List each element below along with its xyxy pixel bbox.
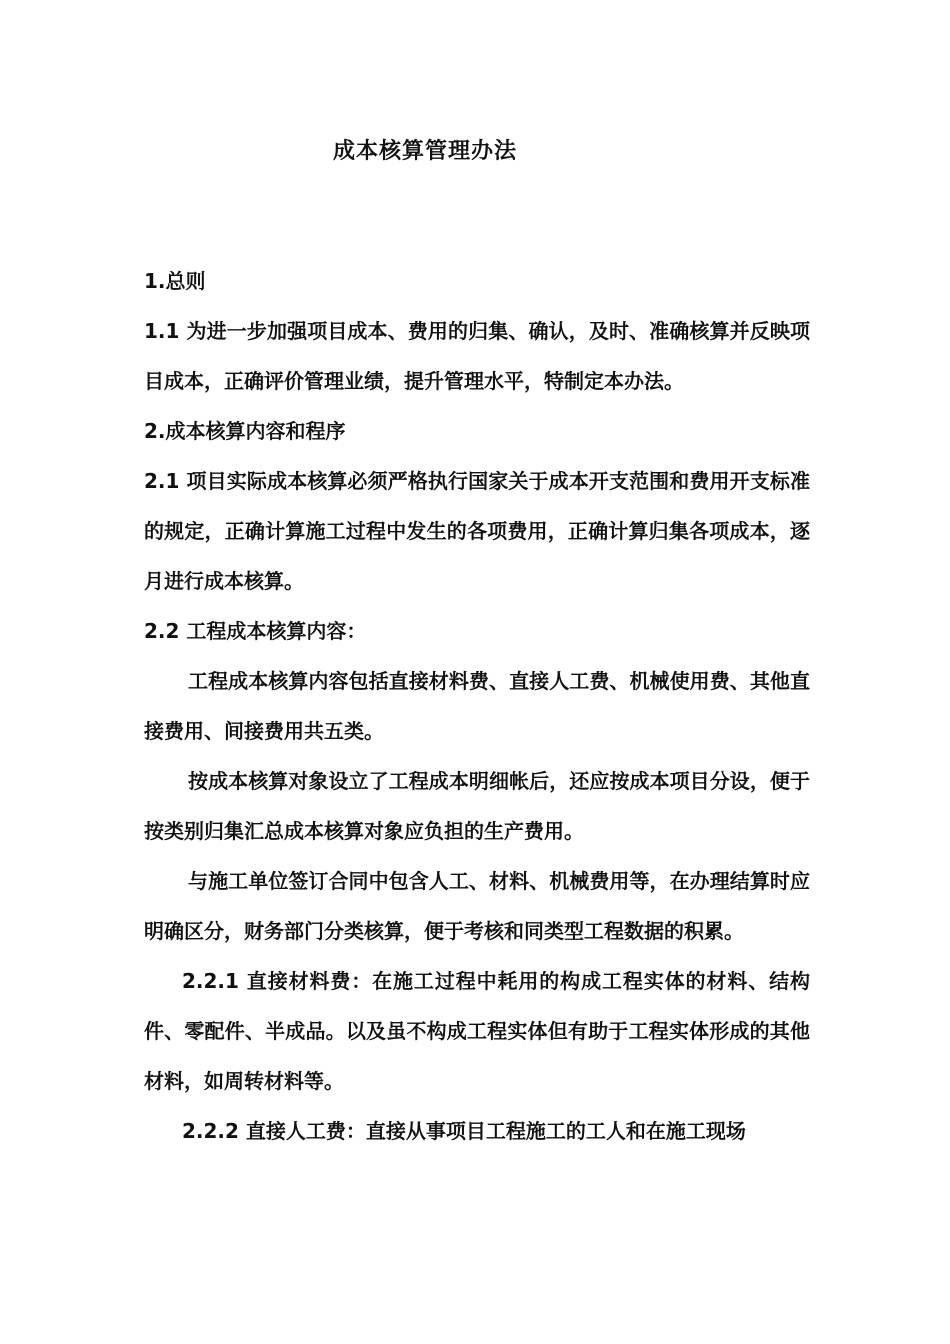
paragraph-2-2-2: 2.2.2 直接人工费：直接从事项目工程施工的工人和在施工现场 [182,1119,746,1143]
document-body [144,256,810,1156]
paragraph-2-1: 2.1 项目实际成本核算必须严格执行国家关于成本开支范围和费用开支标准的规定，正确计算施工过程中发生的各项费用，正确计算归集各项成本，逐月进行成本核算。 [144,469,810,593]
subheading-2-2: 2.2 工程成本核算内容： [144,619,367,643]
paragraph-cost-categories: 工程成本核算内容包括直接材料费、直接人工费、机械使用费、其他直接费用、间接费用共五类。 [144,669,810,743]
paragraph-cost-ledger: 按成本核算对象设立了工程成本明细帐后，还应按成本项目分设，便于按类别归集汇总成本核算对象应负担的生产费用。 [144,769,810,843]
document-title: 成本核算管理办法 [332,139,517,164]
paragraph-contract-settlement: 与施工单位签订合同中包含人工、材料、机械费用等，在办理结算时应明确区分，财务部门分类核算，便于考核和同类型工程数据的积累。 [144,869,810,943]
paragraph-1-1: 1.1 为进一步加强项目成本、费用的归集、确认，及时、准确核算并反映项目成本，正确评价管理业绩，提升管理水平，特制定本办法。 [144,319,810,393]
section-heading-cost-accounting: 2.成本核算内容和程序 [144,419,346,443]
paragraph-2-2-1: 2.2.1 直接材料费：在施工过程中耗用的构成工程实体的材料、结构件、零配件、半成品。以及虽不构成工程实体但有助于工程实体形成的其他材料，如周转材料等。 [144,969,810,1093]
section-heading-general: 1.总则 [144,269,206,293]
